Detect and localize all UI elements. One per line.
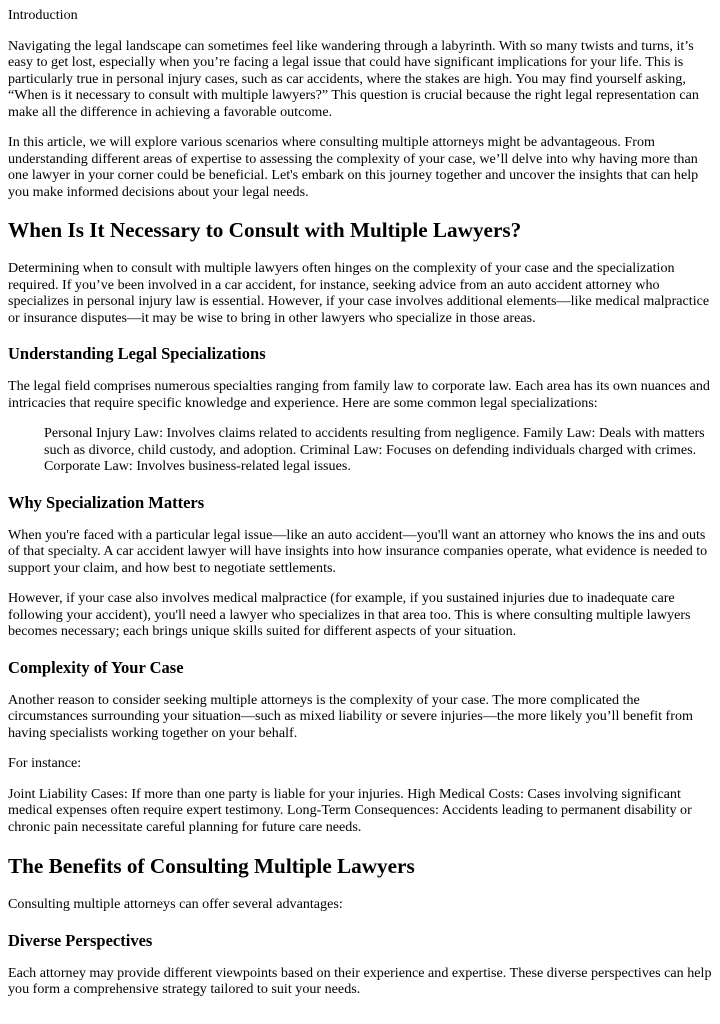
- specializations-paragraph-1: The legal field comprises numerous specialties ranging from family law to corporate law. Each area has its own nuances and intricacies that require specific knowledge and experience. Here are some common legal specializations:: [8, 378, 710, 411]
- heading-when-consult: When Is It Necessary to Consult with Multiple Lawyers?: [8, 218, 522, 242]
- heading-diverse-perspectives: Diverse Perspectives: [8, 930, 153, 950]
- why-paragraph-1: When you're faced with a particular legal issue—like an auto accident—you'll want an attorney who knows the ins and outs of that specialty. A car accident lawyer will have insights into how insurance companies operate, what evidence is needed to support your claim, and how best to negotiate settlements.: [8, 526, 708, 576]
- diverse-paragraph-1: Each attorney may provide different viewpoints based on their experience and expertise. These diverse perspectives can help you form a comprehensive strategy tailored to suit your needs.: [8, 964, 712, 997]
- heading-complexity: Complexity of Your Case: [8, 657, 184, 677]
- intro-paragraph-1: Navigating the legal landscape can sometimes feel like wandering through a labyrinth. With so many twists and turns, it’s easy to get lost, especially when you’re facing a legal issue that could have significant implications for your life. This is particularly true in personal injury cases, such as car accidents, where the stakes are high. You may find yourself asking, “When is it necessary to consult with multiple lawyers?” This question is crucial because the right legal representation can make all the difference in achieving a favorable outcome.: [8, 37, 699, 120]
- article: [0, 7, 720, 998]
- why-paragraph-2: However, if your case also involves medical malpractice (for example, if you sustained injuries due to inadequate care following your accident), you'll need a lawyer who specializes in that area too. This is where consulting multiple lawyers becomes necessary; each brings unique skills suited for different aspects of your situation.: [8, 590, 691, 639]
- complexity-paragraph-2: For instance:: [8, 755, 82, 771]
- heading-benefits: The Benefits of Consulting Multiple Lawyers: [8, 854, 415, 878]
- specializations-list-quote: Personal Injury Law: Involves claims related to accidents resulting from negligence. Family Law: Deals with matters such as divorce, child custody, and adoption. Criminal Law: Focuses on defending individuals charged with crimes. Corporate Law: Involves business-related legal issues.: [44, 425, 705, 474]
- heading-legal-specializations: Understanding Legal Specializations: [8, 344, 266, 363]
- intro-label: Introduction: [8, 7, 78, 23]
- complexity-paragraph-1: Another reason to consider seeking multiple attorneys is the complexity of your case. The more complicated the circumstances surrounding your situation—such as mixed liability or severe injuries—the more likely you’ll benefit from having specialists working together on your behalf.: [8, 691, 693, 741]
- complexity-paragraph-3: Joint Liability Cases: If more than one party is liable for your injuries. High Medical Costs: Cases involving significant medical expenses often require expert testimony. Long-Term Consequences: Accidents leading to permanent disability or chronic pain necessitate careful planning for future care needs.: [8, 785, 692, 835]
- benefits-paragraph-1: Consulting multiple attorneys can offer several advantages:: [8, 896, 343, 912]
- heading-why-specialization: Why Specialization Matters: [8, 492, 205, 512]
- when-paragraph-1: Determining when to consult with multiple lawyers often hinges on the complexity of your case and the specialization required. If you’ve been involved in a car accident, for instance, seeking advice from an auto accident attorney who specializes in personal injury law is essential. However, if your case involves additional elements—like medical malpractice or insurance disputes—it may be wise to bring in other lawyers who specialize in those areas.: [8, 260, 710, 326]
- intro-paragraph-2: In this article, we will explore various scenarios where consulting multiple attorneys might be advantageous. From understanding different areas of expertise to assessing the complexity of your case, we’ll delve into why having more than one lawyer in your corner could be beneficial. Let's embark on this journey together and uncover the insights that can help you make informed decisions about your legal needs.: [8, 134, 699, 200]
